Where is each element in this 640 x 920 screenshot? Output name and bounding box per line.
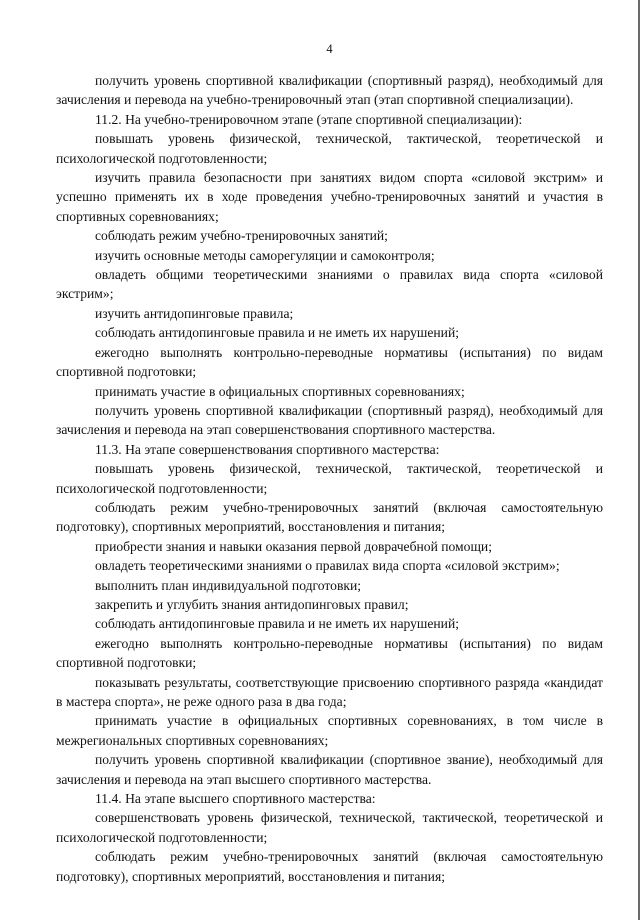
section-heading-11-3: 11.3. На этапе совершенствования спортивного мастерства: xyxy=(95,441,440,457)
paragraph: овладеть общими теоретическими знаниями о правилах вида спорта «силовой экстрим»; xyxy=(56,267,603,302)
page-number: 4 xyxy=(326,42,333,56)
paragraph: получить уровень спортивной квалификации (спортивное звание), необходимый для зачисления и перевода на этап высшего спортивного мастерства. xyxy=(56,752,603,787)
paragraph: изучить антидопинговые правила; xyxy=(95,305,294,321)
paragraph: повышать уровень физической, технической, тактической, теоретической и психологической подготовленности; xyxy=(56,131,603,166)
paragraph: закрепить и углубить знания антидопинговых правил; xyxy=(95,596,409,612)
paragraph: приобрести знания и навыки оказания первой доврачебной помощи; xyxy=(95,538,492,554)
paragraph: совершенствовать уровень физической, технической, тактической, теоретической и психологической подготовленности; xyxy=(56,810,603,845)
paragraph: получить уровень спортивной квалификации (спортивный разряд), необходимый для зачисления и перевода на учебно-тренировочный этап (этап спортивной специализации). xyxy=(56,73,603,108)
paragraph: овладеть теоретическими знаниями о правилах вида спорта «силовой экстрим»; xyxy=(95,558,560,574)
paragraph: соблюдать режим учебно-тренировочных занятий; xyxy=(95,228,388,244)
section-heading-11-2: 11.2. На учебно-тренировочном этапе (этапе спортивной специализации): xyxy=(95,111,523,127)
paragraph: получить уровень спортивной квалификации (спортивный разряд), необходимый для зачисления и перевода на этап совершенствования спортивного мастерства. xyxy=(56,402,603,438)
paragraph: изучить основные методы саморегуляции и самоконтроля; xyxy=(95,247,435,263)
paragraph: показывать результаты, соответствующие присвоению спортивного разряда «кандидат в мастера спорта», не реже одного раза в два года; xyxy=(56,674,603,709)
paragraph: выполнить план индивидуальной подготовки; xyxy=(95,577,362,593)
paragraph: соблюдать режим учебно-тренировочных занятий (включая самостоятельную подготовку), спортивных мероприятий, восстановления и питания; xyxy=(56,849,603,884)
paragraph: принимать участие в официальных спортивных соревнованиях, в том числе в межрегиональных спортивных соревнованиях; xyxy=(56,713,603,748)
section-heading-11-4: 11.4. На этапе высшего спортивного мастерства: xyxy=(95,791,376,807)
paragraph: ежегодно выполнять контрольно-переводные нормативы (испытания) по видам спортивной подготовки; xyxy=(56,635,603,671)
paragraph: повышать уровень физической, технической, тактической, теоретической и психологической подготовленности; xyxy=(56,461,603,496)
paragraph: соблюдать антидопинговые правила и не иметь их нарушений; xyxy=(95,616,460,632)
paragraph: соблюдать режим учебно-тренировочных занятий (включая самостоятельную подготовку), спортивных мероприятий, восстановления и питания; xyxy=(56,499,603,535)
paragraph: ежегодно выполнять контрольно-переводные нормативы (испытания) по видам спортивной подготовки; xyxy=(56,344,603,380)
paragraph: принимать участие в официальных спортивных соревнованиях; xyxy=(95,383,465,399)
paragraph: соблюдать антидопинговые правила и не иметь их нарушений; xyxy=(95,325,460,341)
document-body xyxy=(56,71,603,886)
paragraph: изучить правила безопасности при занятиях видом спорта «силовой экстрим» и успешно применять их в ходе проведения учебно-тренировочных занятий и участия в спортивных соревнованиях; xyxy=(56,170,603,224)
